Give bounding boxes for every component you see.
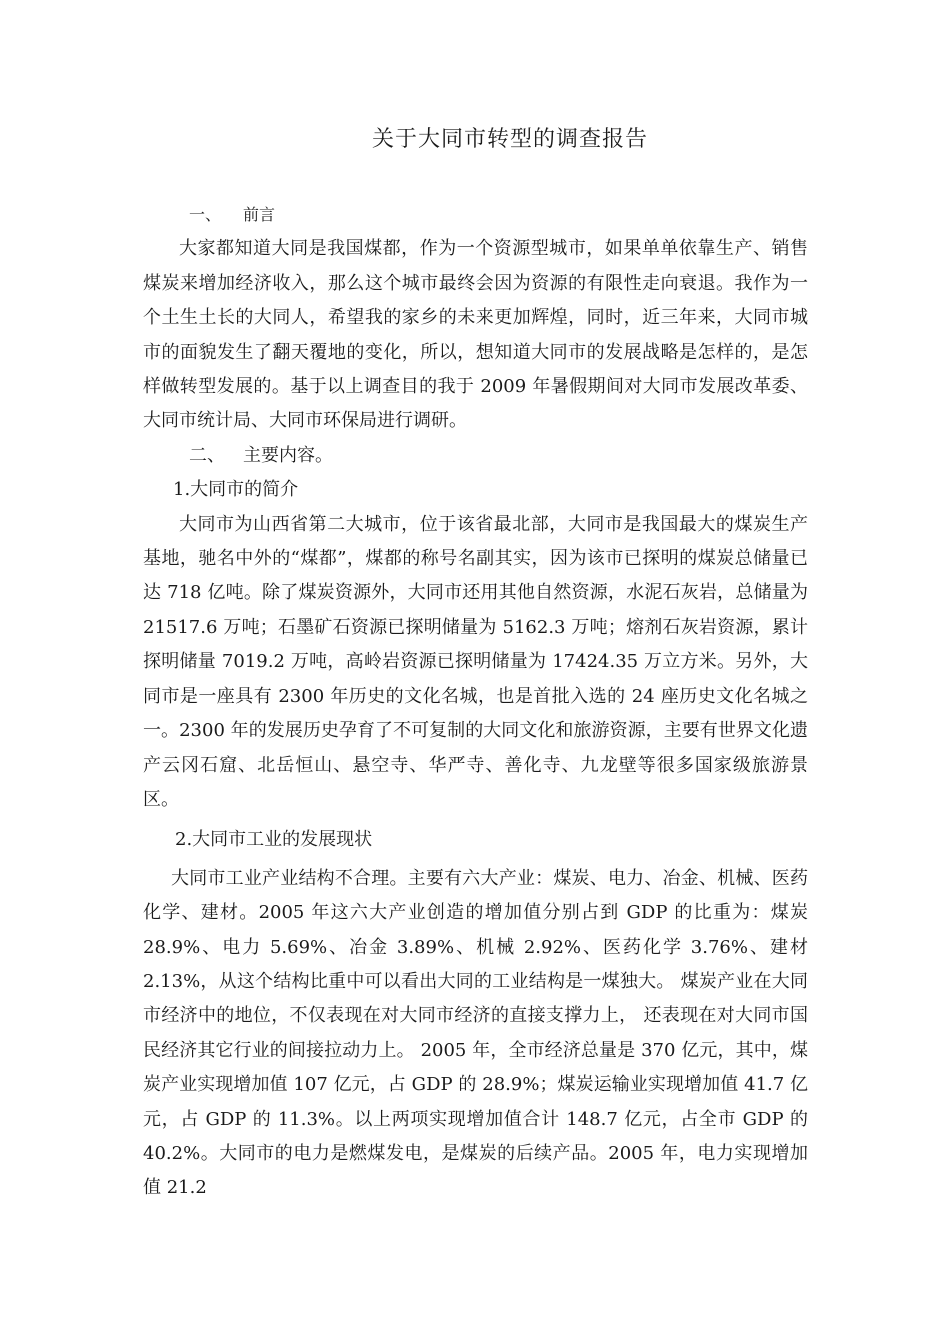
document-title: 关于大同市转型的调查报告 (371, 127, 648, 152)
section-number: 二、 (189, 444, 225, 466)
subsection-heading-industry: 2.大同市工业的发展现状 (175, 829, 373, 851)
section-label: 前言 (243, 205, 276, 224)
preface-paragraph: 大家都知道大同是我国煤都，作为一个资源型城市，如果单单依靠生产、销售煤炭来增加经济收入，那么这个城市最终会因为资源的有限性走向衰退。我作为一个土生土长的大同人，希望我的家乡的未来更加辉煌，同时，近三年来，大同市城市的面貌发生了翻天覆地的变化，所以，想知道大同市的发展战略是怎样的，是怎样做转型发展的。基于以上调查目的我于 2009 年暑假期间对大同市发展改革委、大同市统计局、大同市环保局进行调研。 (143, 238, 808, 432)
document-body (143, 198, 808, 1206)
section-number: 一、 (189, 205, 222, 224)
section-label: 主要内容。 (243, 444, 333, 466)
section-heading-main-content (143, 439, 808, 473)
industry-paragraph: 大同市工业产业结构不合理。主要有六大产业：煤炭、电力、冶金、机械、医药化学、建材。2005 年这六大产业创造的增加值分别占到 GDP 的比重为：煤炭 28.9%、电力 5.69%、冶金 3.89%、机械 2.92%、医药化学 3.76%、建材 2.13%，从这个结构比重中可以看出大同的工业结构是一煤独大。 煤炭产业在大同市经济中的地位，不仅表现在对大同市经济的直接支撑力上， 还表现在对大同市国民经济其它行业的间接拉动力上。 2005 年，全市经济总量是 370 亿元，其中，煤炭产业实现增加值 107 亿元，占 GDP 的 28.9%；煤炭运输业实现增加值 41.7 亿元，占 GDP 的 11.3%。以上两项实现增加值合计 148.7 亿元，占全市 GDP 的 40.2%。大同市的电力是燃煤发电，是煤炭的后续产品。2005 年，电力实现增加值 21.2 (143, 867, 808, 1199)
subsection-heading-intro: 1.大同市的简介 (173, 479, 299, 501)
section-heading-preface (143, 198, 808, 232)
intro-paragraph: 大同市为山西省第二大城市，位于该省最北部，大同市是我国最大的煤炭生产基地，驰名中外的“煤都”，煤都的称号名副其实，因为该市已探明的煤炭总储量已达 718 亿吨。除了煤炭资源外，大同市还用其他自然资源，水泥石灰岩，总储量为 21517.6 万吨；石墨矿石资源已探明储量为 5162.3 万吨；熔剂石灰岩资源，累计探明储量 7019.2 万吨，高岭岩资源已探明储量为 17424.35 万立方米。另外，大同市是一座具有 2300 年历史的文化名城，也是首批入选的 24 座历史文化名城之一。2300 年的发展历史孕育了不可复制的大同文化和旅游资源，主要有世界文化遗产云冈石窟、北岳恒山、悬空寺、华严寺、善化寺、九龙壁等很多国家级旅游景区。 (143, 513, 808, 810)
